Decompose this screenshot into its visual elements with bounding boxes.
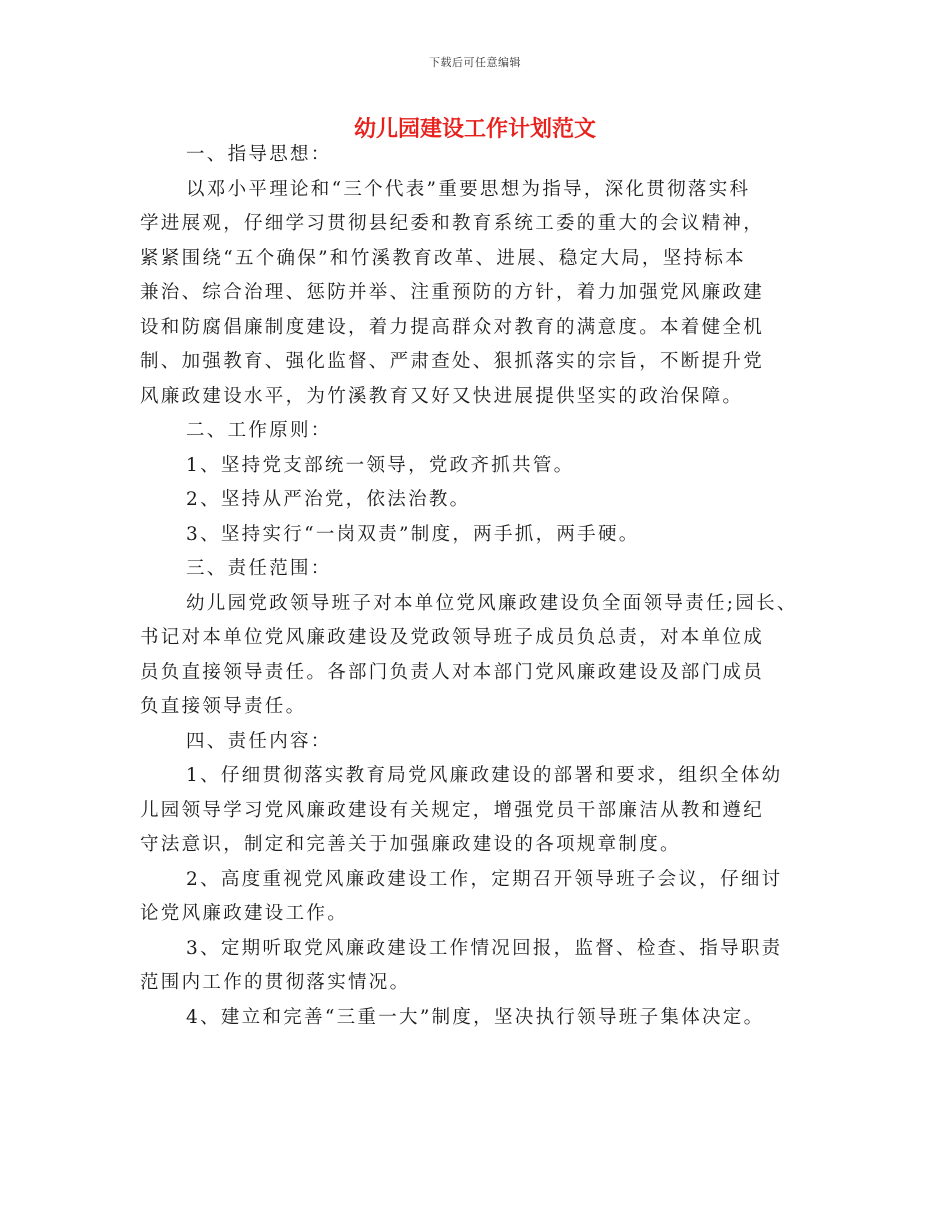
body-line: 1、坚持党支部统一领导，党政齐抓共管。	[186, 454, 575, 476]
body-line: 儿园领导学习党风廉政建设有关规定，增强党员干部廉洁从教和遵纪	[140, 799, 765, 821]
body-line: 以邓小平理论和“三个代表”重要思想为指导，深化贯彻落实科	[186, 178, 751, 200]
body-line: 3、坚持实行“一岗双责”制度，两手抓，两手硬。	[186, 523, 640, 545]
body-line: 4、建立和完善“三重一大”制度，坚决执行领导班子集体决定。	[186, 1006, 765, 1028]
body-line: 负直接领导责任。	[140, 696, 307, 717]
body-line: 幼儿园党政领导班子对本单位党风廉政建设负全面领导责任;园长、	[186, 592, 798, 614]
body-line: 紧紧围绕“五个确保”和竹溪教育改革、进展、稳定大局，坚持标本	[140, 247, 746, 269]
body-line: 兼治、综合治理、惩防并举、注重预防的方针，着力加强党风廉政建	[140, 282, 765, 303]
document-title: 幼儿园建设工作计划范文	[353, 117, 596, 142]
body-line: 2、坚持从严治党，依法治教。	[186, 489, 471, 510]
section-heading: 二、工作原则：	[186, 420, 332, 441]
body-line: 范围内工作的贯彻落实情况。	[140, 972, 411, 993]
body-line: 风廉政建设水平，为竹溪教育又好又快进展提供坚实的政治保障。	[140, 385, 744, 407]
body-line: 制、加强教育、强化监督、严肃查处、狠抓落实的宗旨，不断提升党	[140, 351, 765, 372]
body-line: 一、指导思想：	[186, 144, 332, 165]
body-line: 2、高度重视党风廉政建设工作，定期召开领导班子会议，仔细讨	[186, 868, 783, 890]
body-line: 论党风廉政建设工作。	[140, 903, 349, 924]
section-heading: 四、责任内容：	[186, 730, 332, 752]
body-line: 3、定期听取党风廉政建设工作情况回报，监督、检查、指导职责	[186, 937, 783, 959]
body-line: 学进展观，仔细学习贯彻县纪委和教育系统工委的重大的会议精神，	[140, 213, 765, 234]
body-line: 守法意识，制定和完善关于加强廉政建设的各项规章制度。	[140, 834, 681, 855]
section-heading: 三、责任范围：	[186, 558, 332, 579]
body-line: 书记对本单位党风廉政建设及党政领导班子成员负总责，对本单位成	[140, 627, 765, 648]
header-note: 下载后可任意编辑	[429, 56, 521, 69]
body-line: 设和防腐倡廉制度建设，着力提高群众对教育的满意度。本着健全机	[140, 316, 765, 338]
body-line: 员负直接领导责任。各部门负责人对本部门党风廉政建设及部门成员	[140, 661, 765, 683]
document-body	[140, 138, 820, 1035]
body-line: 1、仔细贯彻落实教育局党风廉政建设的部署和要求，组织全体幼	[186, 765, 783, 786]
